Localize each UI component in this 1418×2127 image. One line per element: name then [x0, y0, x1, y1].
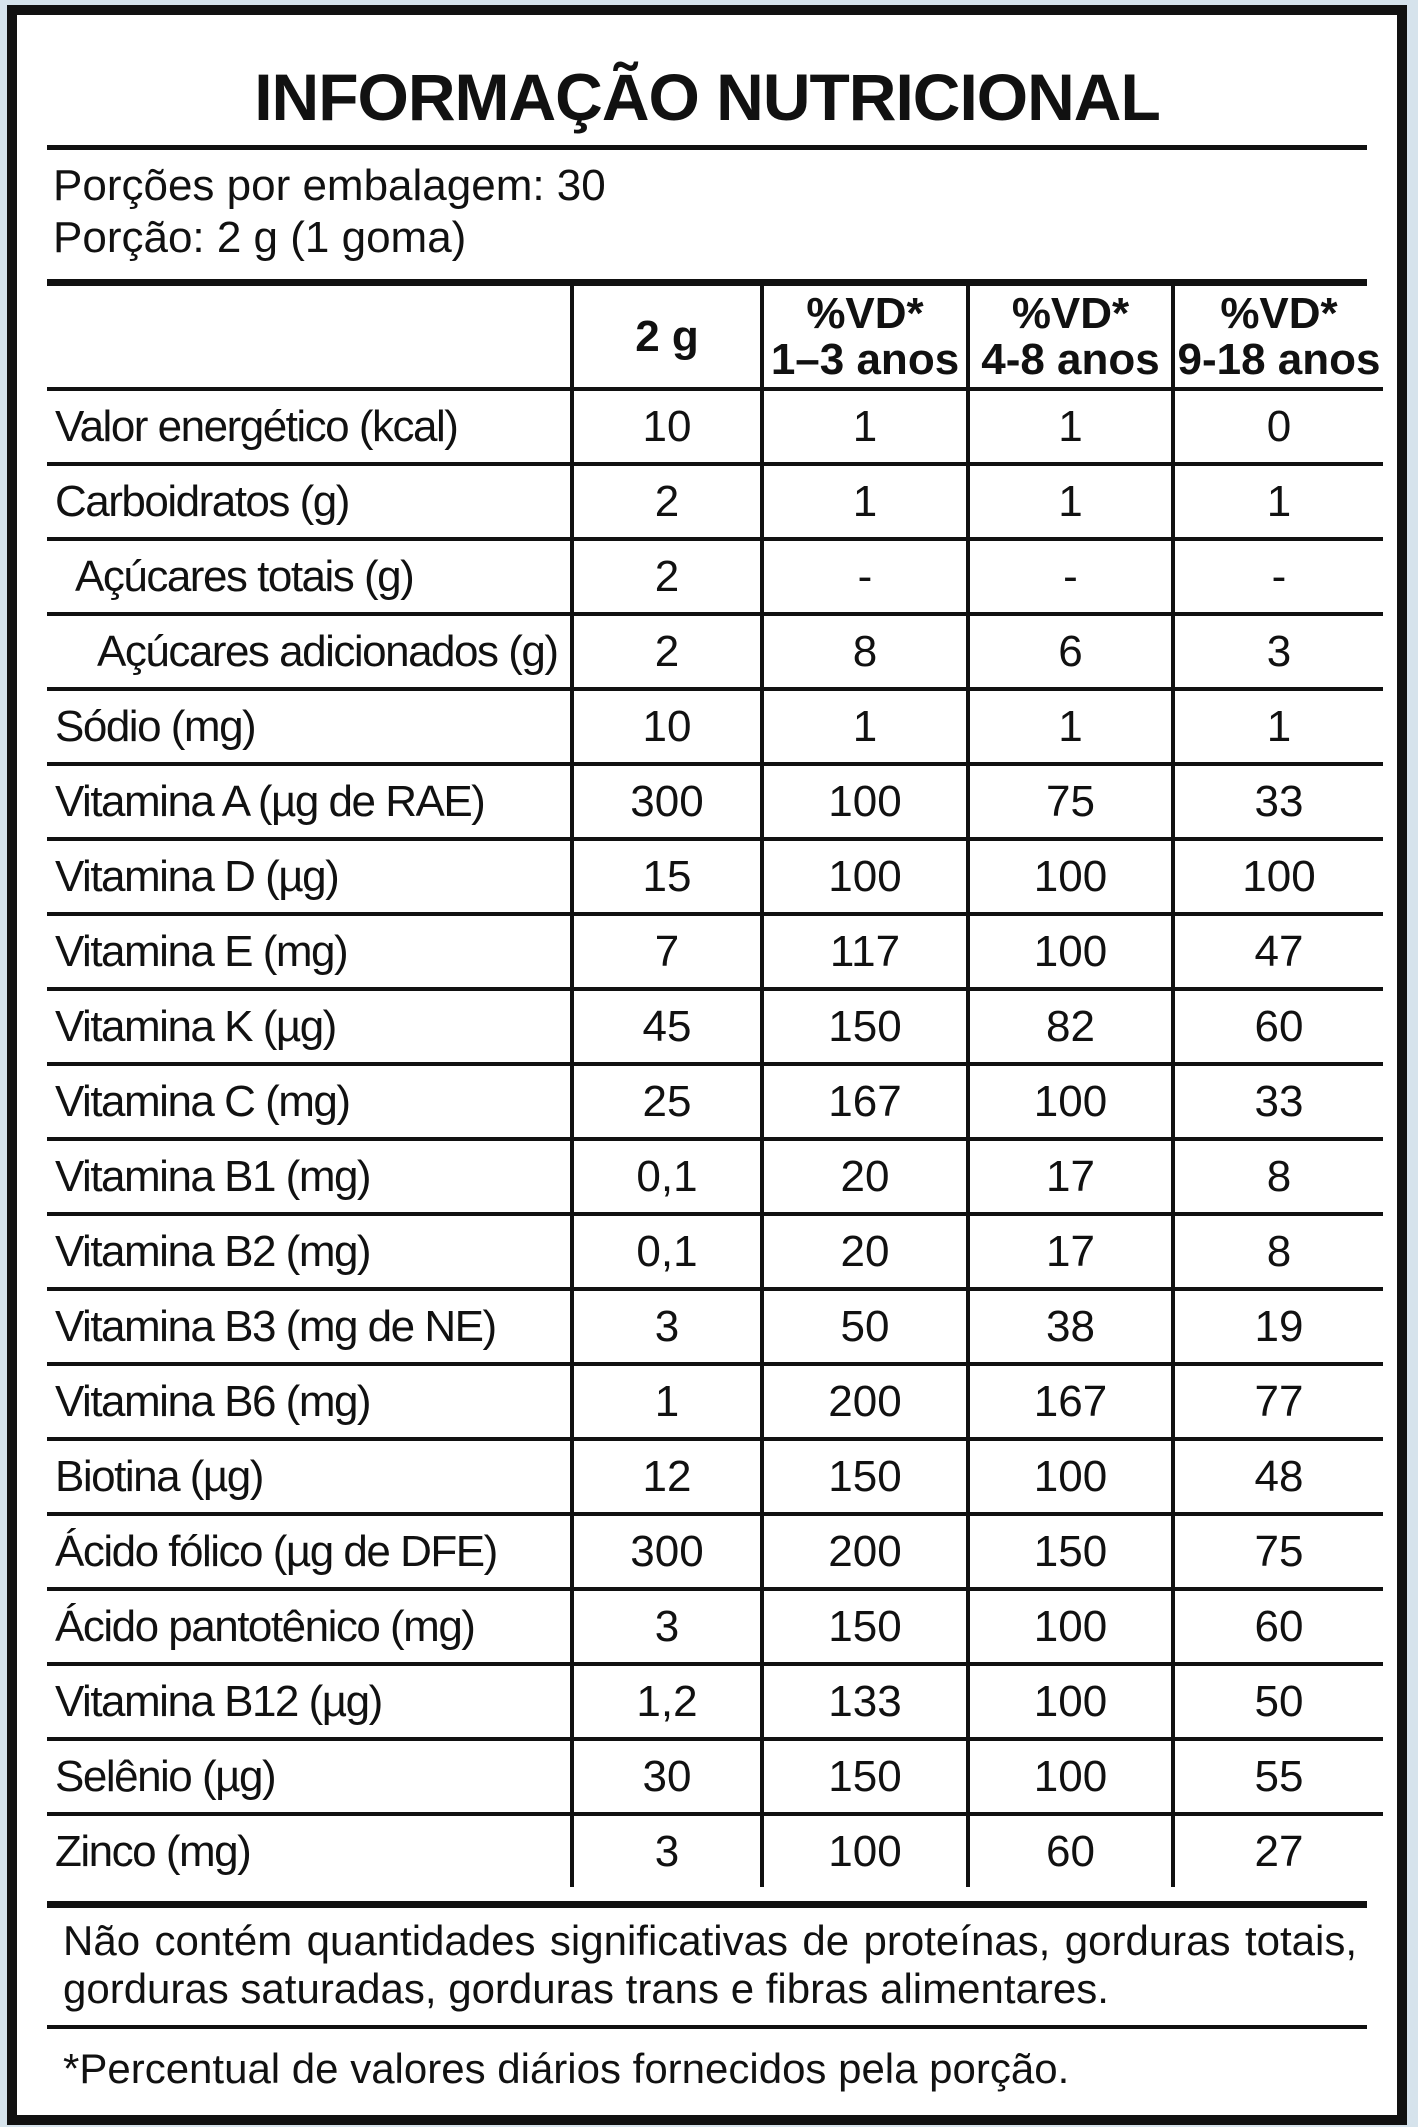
- nutrient-amount: 0,1: [572, 1214, 762, 1289]
- header-vd-9-18: %VD* 9-18 anos: [1173, 286, 1383, 389]
- nutrient-name: Vitamina K (µg): [47, 989, 572, 1064]
- nutrient-amount: 10: [572, 689, 762, 764]
- header-vd-4-8: %VD* 4-8 anos: [968, 286, 1173, 389]
- nutrient-name: Vitamina D (µg): [47, 839, 572, 914]
- vd-9-18-value: 33: [1173, 764, 1383, 839]
- table-row: [47, 1589, 1383, 1664]
- vd-4-8-value: 100: [968, 1664, 1173, 1739]
- vd-1-3-value: 200: [762, 1364, 968, 1439]
- vd-4-8-value: 100: [968, 1739, 1173, 1814]
- nutrient-name: Vitamina B1 (mg): [47, 1139, 572, 1214]
- vd-1-3-value: 100: [762, 1814, 968, 1887]
- table-row: [47, 1439, 1383, 1514]
- nutrient-name: Carboidratos (g): [47, 464, 572, 539]
- nutrient-name: Vitamina C (mg): [47, 1064, 572, 1139]
- vd-4-8-value: 1: [968, 689, 1173, 764]
- table-row: [47, 1514, 1383, 1589]
- vd-4-8-value: 6: [968, 614, 1173, 689]
- vd-4-8-value: 100: [968, 1064, 1173, 1139]
- divider: [47, 2025, 1367, 2029]
- nutrient-amount: 300: [572, 1514, 762, 1589]
- nutrient-name: Valor energético (kcal): [47, 389, 572, 464]
- vd-4-8-value: 82: [968, 989, 1173, 1064]
- nutrient-amount: 2: [572, 614, 762, 689]
- nutrient-amount: 3: [572, 1814, 762, 1887]
- nutrient-amount: 15: [572, 839, 762, 914]
- nutrient-amount: 0,1: [572, 1139, 762, 1214]
- vd-1-3-value: 150: [762, 989, 968, 1064]
- nutrient-name: Biotina (µg): [47, 1439, 572, 1514]
- nutrient-amount: 2: [572, 539, 762, 614]
- vd-9-18-value: 8: [1173, 1139, 1383, 1214]
- nutrient-name: Vitamina B3 (mg de NE): [47, 1289, 572, 1364]
- servings-per-package: Porções por embalagem: 30: [53, 161, 606, 210]
- table-row: [47, 989, 1383, 1064]
- table-row: [47, 1064, 1383, 1139]
- nutrient-amount: 300: [572, 764, 762, 839]
- nutrient-name: Vitamina B12 (µg): [47, 1664, 572, 1739]
- table-row: [47, 1289, 1383, 1364]
- table-row: [47, 539, 1383, 614]
- nutrient-amount: 2: [572, 464, 762, 539]
- vd-9-18-value: 33: [1173, 1064, 1383, 1139]
- nutrient-name: Sódio (mg): [47, 689, 572, 764]
- vd-9-18-value: 55: [1173, 1739, 1383, 1814]
- vd-1-3-value: 8: [762, 614, 968, 689]
- serving-size: Porção: 2 g (1 goma): [53, 213, 467, 262]
- nutrition-table: [47, 286, 1383, 1887]
- vd-9-18-value: -: [1173, 539, 1383, 614]
- table-row: [47, 914, 1383, 989]
- table-row: [47, 614, 1383, 689]
- nutrient-name: Vitamina B2 (mg): [47, 1214, 572, 1289]
- not-significant-note: Não contém quantidades significativas de proteínas, gorduras totais, gorduras saturadas, gorduras trans e fibras alimentares.: [63, 1917, 1357, 2012]
- divider: [47, 145, 1367, 150]
- nutrient-name: Vitamina B6 (mg): [47, 1364, 572, 1439]
- serving-info: [53, 160, 606, 264]
- nutrient-amount: 7: [572, 914, 762, 989]
- vd-4-8-value: 1: [968, 464, 1173, 539]
- vd-1-3-value: 20: [762, 1214, 968, 1289]
- table-row: [47, 689, 1383, 764]
- vd-4-8-value: 100: [968, 914, 1173, 989]
- table-header-row: [47, 286, 1383, 389]
- nutrition-label: [7, 5, 1407, 2125]
- vd-4-8-value: 100: [968, 1439, 1173, 1514]
- header-vd-1-3: %VD* 1–3 anos: [762, 286, 968, 389]
- vd-4-8-value: -: [968, 539, 1173, 614]
- vd-9-18-value: 48: [1173, 1439, 1383, 1514]
- table-row: [47, 1139, 1383, 1214]
- vd-1-3-value: 1: [762, 389, 968, 464]
- vd-4-8-value: 1: [968, 389, 1173, 464]
- nutrient-name: Vitamina E (mg): [47, 914, 572, 989]
- vd-footnote: *Percentual de valores diários fornecidos pela porção.: [63, 2045, 1070, 2092]
- vd-4-8-value: 150: [968, 1514, 1173, 1589]
- vd-9-18-value: 0: [1173, 389, 1383, 464]
- vd-9-18-value: 47: [1173, 914, 1383, 989]
- table-row: [47, 1364, 1383, 1439]
- vd-1-3-value: 150: [762, 1439, 968, 1514]
- nutrient-amount: 45: [572, 989, 762, 1064]
- vd-9-18-value: 27: [1173, 1814, 1383, 1887]
- divider: [47, 279, 1367, 286]
- table-row: [47, 1664, 1383, 1739]
- table-row: [47, 1214, 1383, 1289]
- vd-4-8-value: 100: [968, 1589, 1173, 1664]
- table-row: [47, 464, 1383, 539]
- vd-1-3-value: 100: [762, 839, 968, 914]
- vd-4-8-value: 17: [968, 1214, 1173, 1289]
- nutrient-amount: 30: [572, 1739, 762, 1814]
- vd-9-18-value: 60: [1173, 989, 1383, 1064]
- vd-1-3-value: 167: [762, 1064, 968, 1139]
- vd-4-8-value: 75: [968, 764, 1173, 839]
- vd-1-3-value: 20: [762, 1139, 968, 1214]
- nutrient-name: Zinco (mg): [47, 1814, 572, 1887]
- nutrient-name: Selênio (µg): [47, 1739, 572, 1814]
- table-row: [47, 389, 1383, 464]
- nutrient-name: Ácido fólico (µg de DFE): [47, 1514, 572, 1589]
- vd-1-3-value: 117: [762, 914, 968, 989]
- vd-9-18-value: 19: [1173, 1289, 1383, 1364]
- vd-1-3-value: 150: [762, 1589, 968, 1664]
- vd-9-18-value: 3: [1173, 614, 1383, 689]
- vd-1-3-value: 50: [762, 1289, 968, 1364]
- vd-1-3-value: 200: [762, 1514, 968, 1589]
- vd-9-18-value: 100: [1173, 839, 1383, 914]
- vd-4-8-value: 17: [968, 1139, 1173, 1214]
- table-row: [47, 1739, 1383, 1814]
- vd-9-18-value: 60: [1173, 1589, 1383, 1664]
- vd-1-3-value: -: [762, 539, 968, 614]
- vd-9-18-value: 77: [1173, 1364, 1383, 1439]
- vd-4-8-value: 100: [968, 839, 1173, 914]
- nutrient-amount: 1: [572, 1364, 762, 1439]
- vd-1-3-value: 1: [762, 464, 968, 539]
- header-nutrient: [47, 286, 572, 389]
- vd-9-18-value: 50: [1173, 1664, 1383, 1739]
- nutrient-name: Vitamina A (µg de RAE): [47, 764, 572, 839]
- nutrient-name: Açúcares totais (g): [47, 539, 572, 614]
- nutrient-amount: 3: [572, 1589, 762, 1664]
- vd-9-18-value: 8: [1173, 1214, 1383, 1289]
- vd-4-8-value: 167: [968, 1364, 1173, 1439]
- nutrient-amount: 1,2: [572, 1664, 762, 1739]
- nutrient-amount: 3: [572, 1289, 762, 1364]
- nutrient-amount: 12: [572, 1439, 762, 1514]
- label-title: INFORMAÇÃO NUTRICIONAL: [254, 60, 1160, 134]
- vd-9-18-value: 1: [1173, 464, 1383, 539]
- vd-9-18-value: 75: [1173, 1514, 1383, 1589]
- divider: [47, 1901, 1367, 1908]
- vd-9-18-value: 1: [1173, 689, 1383, 764]
- table-row: [47, 839, 1383, 914]
- vd-4-8-value: 60: [968, 1814, 1173, 1887]
- nutrient-name: Açúcares adicionados (g): [47, 614, 572, 689]
- nutrient-amount: 10: [572, 389, 762, 464]
- vd-1-3-value: 150: [762, 1739, 968, 1814]
- vd-1-3-value: 1: [762, 689, 968, 764]
- header-amount: 2 g: [572, 286, 762, 389]
- nutrient-name: Ácido pantotênico (mg): [47, 1589, 572, 1664]
- nutrient-amount: 25: [572, 1064, 762, 1139]
- vd-4-8-value: 38: [968, 1289, 1173, 1364]
- table-row: [47, 764, 1383, 839]
- table-row: [47, 1814, 1383, 1887]
- vd-1-3-value: 100: [762, 764, 968, 839]
- vd-1-3-value: 133: [762, 1664, 968, 1739]
